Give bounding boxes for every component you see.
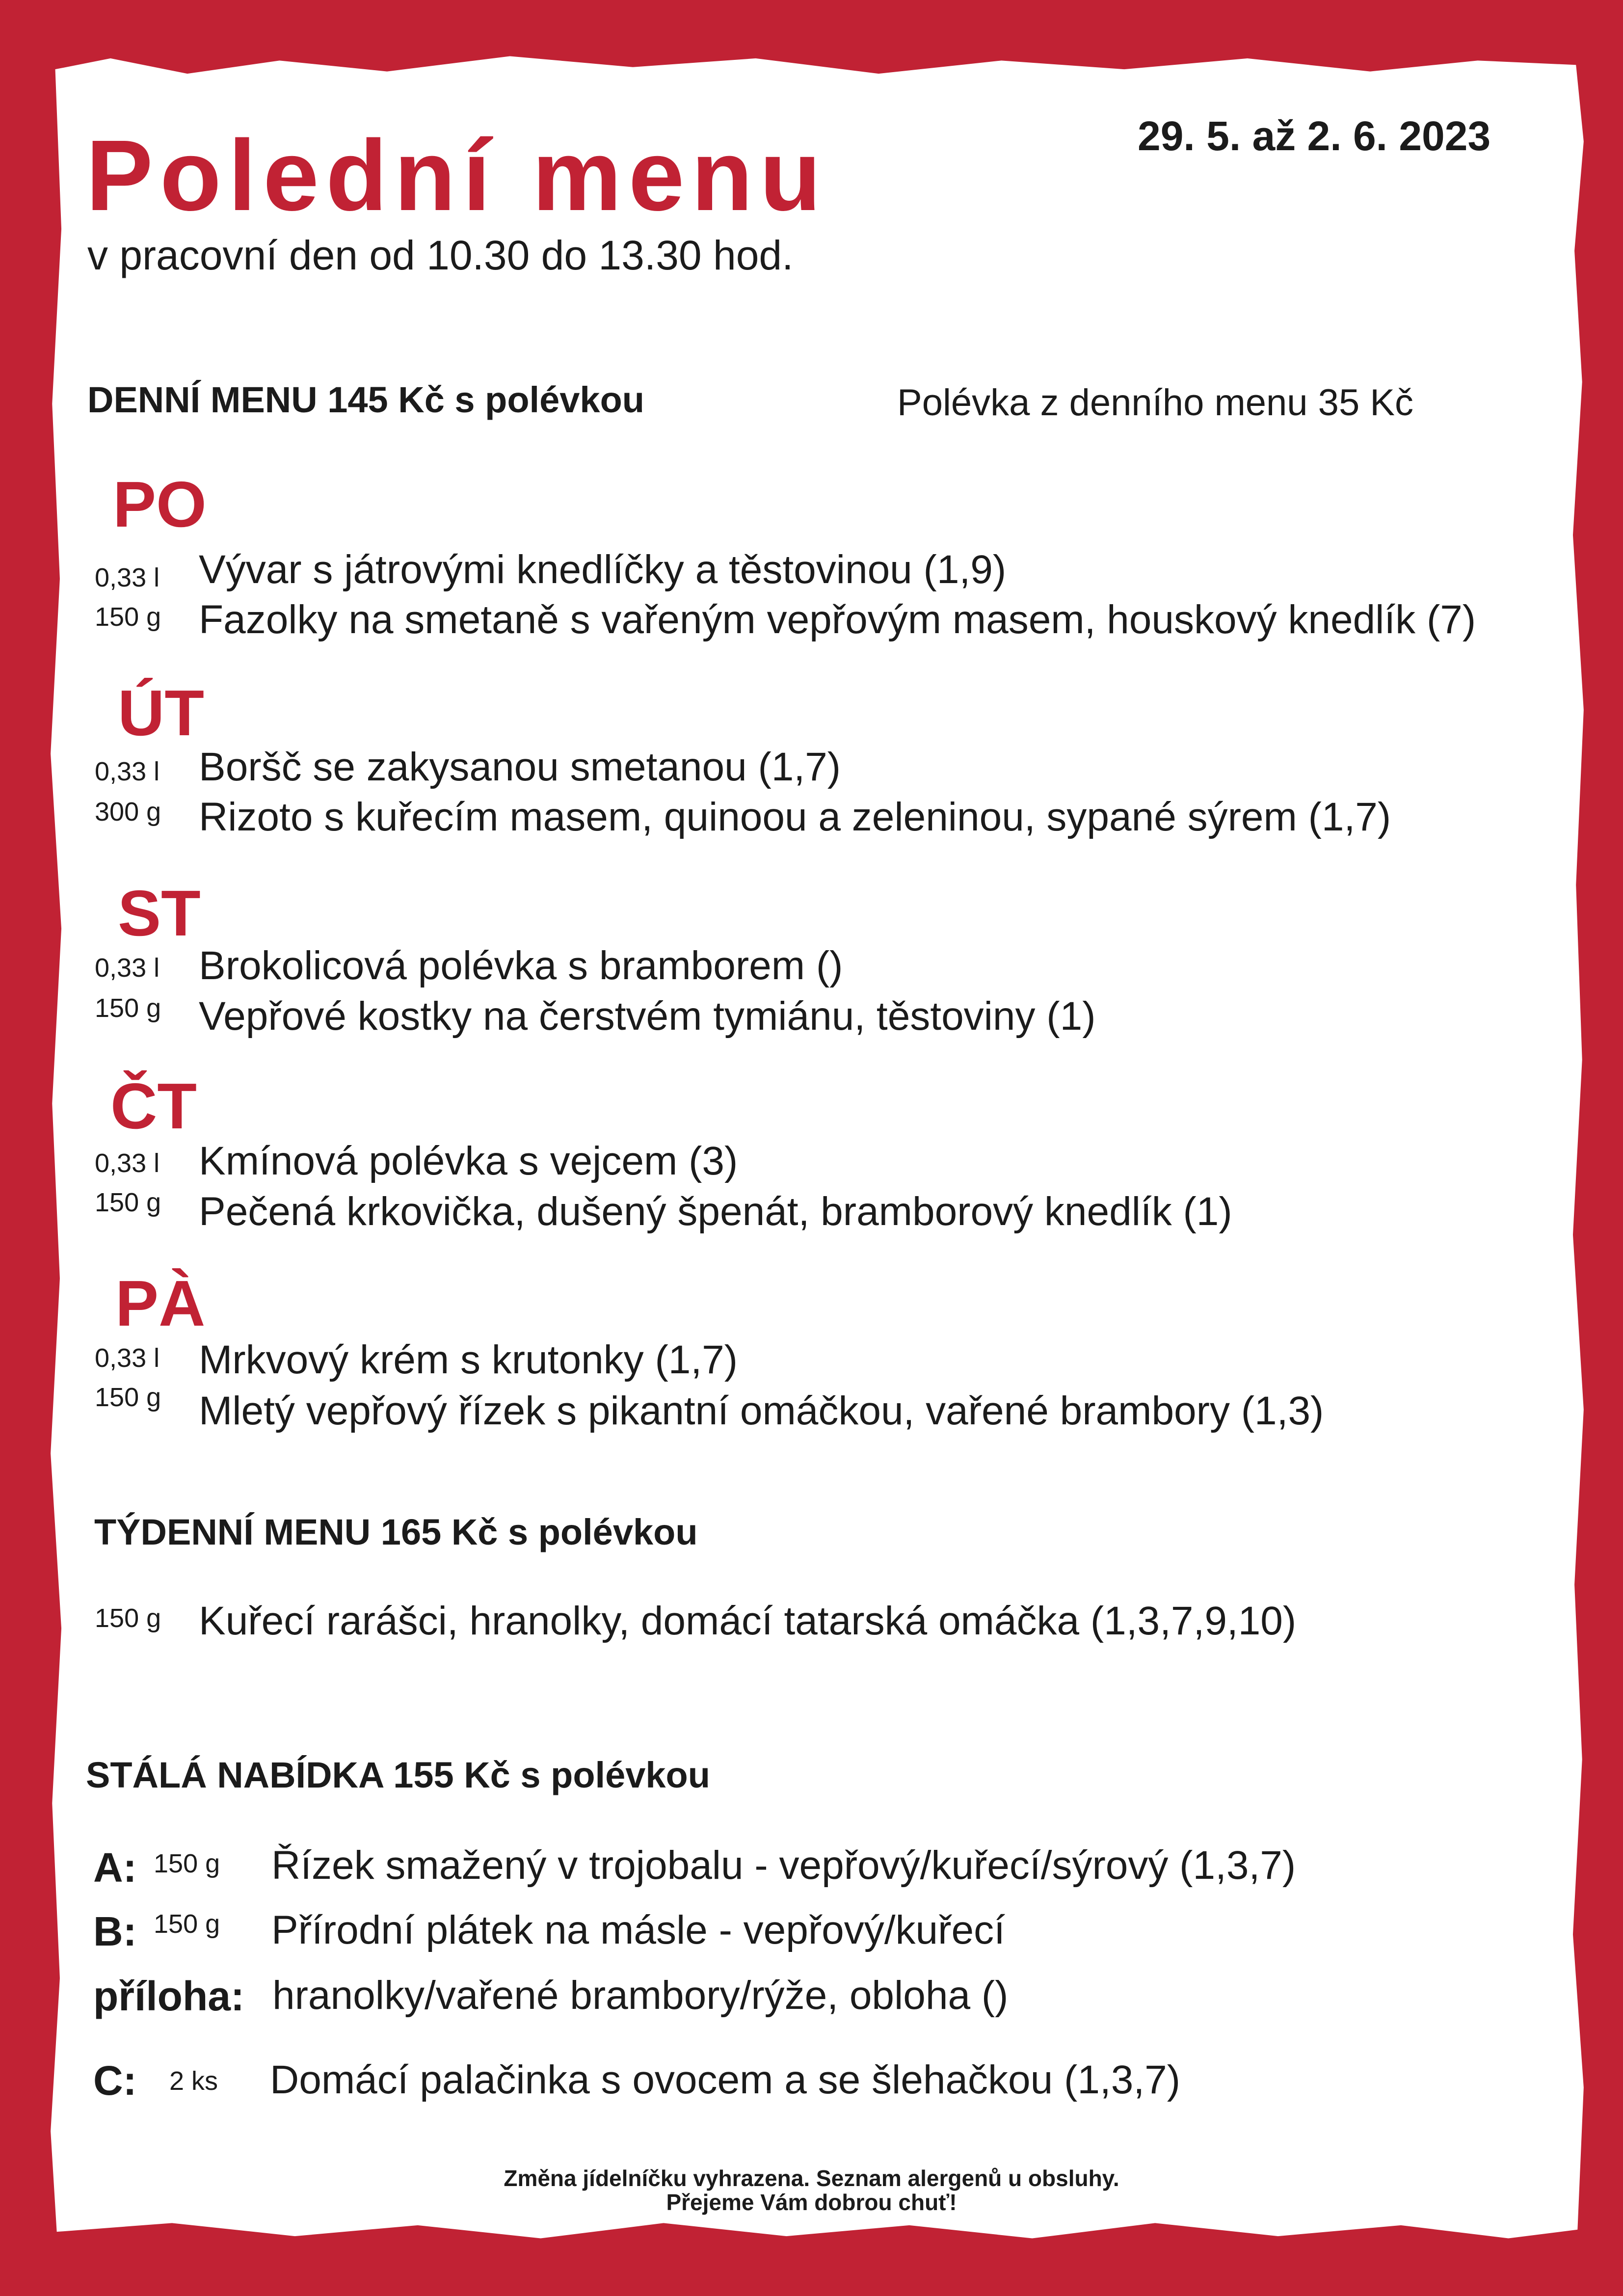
item-dish: Přírodní plátek na másle - vepřový/kuřecí	[271, 1908, 1005, 1952]
item-dish: Řízek smažený v trojobalu - vepřový/kuřecí/sýrový (1,3,7)	[271, 1843, 1296, 1888]
side-dish-label: příloha:	[93, 1973, 244, 2019]
weekly-quantity: 150 g	[95, 1603, 161, 1633]
soup-dish: Mrkvový krém s krutonky (1,7)	[199, 1337, 738, 1382]
item-quantity: 2 ks	[169, 2066, 218, 2096]
soup-dish: Brokolicová polévka s bramborem ()	[199, 943, 843, 988]
soup-quantity: 0,33 l	[95, 1148, 160, 1178]
page-title: Polední menu	[86, 119, 828, 232]
soup-dish: Boršč se zakysanou smetanou (1,7)	[199, 745, 841, 789]
soup-dish: Vývar s játrovými knedlíčky a těstovinou (1,9)	[199, 547, 1007, 592]
day-label-st: ST	[118, 877, 201, 949]
main-quantity: 150 g	[95, 602, 161, 632]
item-dish: Domácí palačinka s ovocem a se šlehačkou (1,3,7)	[270, 2057, 1181, 2102]
main-dish: Pečená krkovička, dušený špenát, bramborový knedlík (1)	[199, 1189, 1232, 1234]
main-dish: Mletý vepřový řízek s pikantní omáčkou, vařené brambory (1,3)	[199, 1388, 1324, 1433]
day-label-pa: PÀ	[115, 1267, 206, 1339]
main-dish: Fazolky na smetaně s vařeným vepřovým masem, houskový knedlík (7)	[199, 597, 1476, 642]
standing-menu-heading: STÁLÁ NABÍDKA 155 Kč s polévkou	[86, 1755, 710, 1795]
footer-wish: Přejeme Vám dobrou chuť!	[666, 2189, 957, 2215]
main-quantity: 150 g	[95, 1188, 161, 1217]
item-letter-c: C:	[93, 2057, 137, 2104]
soup-quantity: 0,33 l	[95, 953, 160, 983]
main-dish: Rizoto s kuřecím masem, quinoou a zeleninou, sypané sýrem (1,7)	[199, 795, 1391, 839]
main-quantity: 150 g	[95, 1383, 161, 1412]
day-label-ct: ČT	[110, 1070, 197, 1142]
opening-hours: v pracovní den od 10.30 do 13.30 hod.	[87, 232, 794, 278]
day-label-ut: ÚT	[118, 677, 204, 749]
weekly-menu-heading: TÝDENNÍ MENU 165 Kč s polévkou	[94, 1512, 698, 1552]
main-quantity: 300 g	[95, 797, 161, 827]
soup-quantity: 0,33 l	[95, 757, 160, 786]
soup-quantity: 0,33 l	[95, 563, 160, 592]
footer-note: Změna jídelníčku vyhrazena. Seznam alergenů u obsluhy.	[504, 2165, 1119, 2191]
soup-price: Polévka z denního menu 35 Kč	[897, 382, 1414, 424]
main-quantity: 150 g	[95, 993, 161, 1023]
item-quantity: 150 g	[154, 1909, 220, 1939]
day-label-po: PO	[113, 468, 207, 540]
date-range: 29. 5. až 2. 6. 2023	[1138, 113, 1491, 159]
item-letter-a: A:	[93, 1844, 137, 1891]
item-letter-b: B:	[93, 1908, 137, 1954]
weekly-dish: Kuřecí rarášci, hranolky, domácí tatarská omáčka (1,3,7,9,10)	[199, 1599, 1297, 1643]
soup-dish: Kmínová polévka s vejcem (3)	[199, 1139, 738, 1183]
item-quantity: 150 g	[154, 1849, 220, 1878]
daily-menu-heading: DENNÍ MENU 145 Kč s polévkou	[87, 379, 644, 420]
side-dish: hranolky/vařené brambory/rýže, obloha ()	[272, 1973, 1009, 2018]
main-dish: Vepřové kostky na čerstvém tymiánu, těstoviny (1)	[199, 994, 1096, 1039]
soup-quantity: 0,33 l	[95, 1343, 160, 1373]
